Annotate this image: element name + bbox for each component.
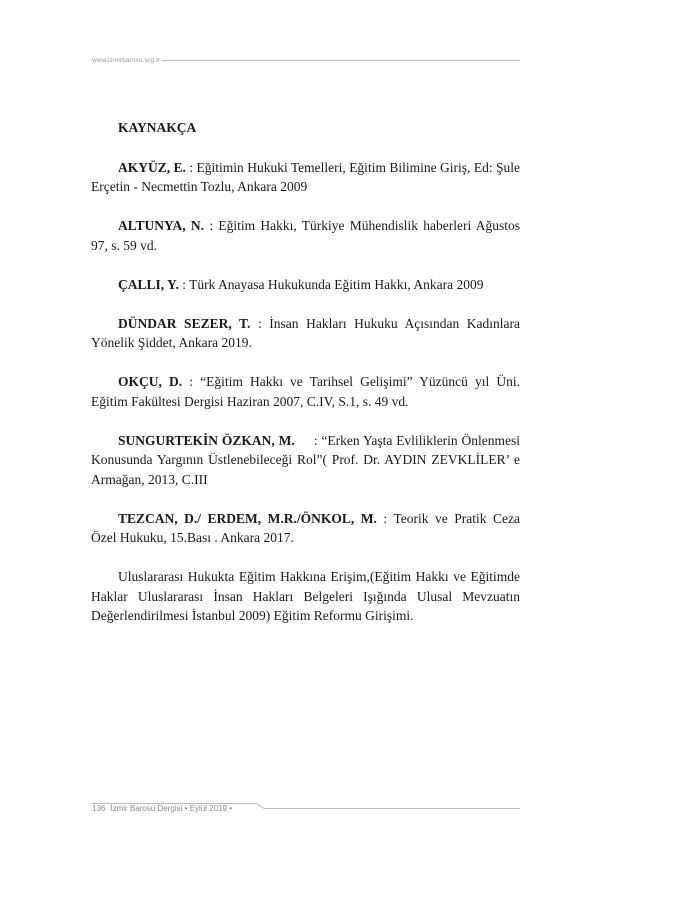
reference-author: OKÇU, D. (118, 374, 183, 389)
journal-info: İzmir Barosu Dergisi • Eylül 2019 • (110, 804, 233, 813)
reference-author: ALTUNYA, N. (118, 218, 205, 233)
reference-author: ÇALLI, Y. (118, 276, 179, 292)
reference-text: : Eğitimin Hukuki Temelleri, Eğitim Bilimine Giriş, Ed: Şule Erçetin - Necmettin Tozlu, Ankara 2009 (91, 159, 520, 194)
reference-author: AKYÜZ, E. (118, 159, 186, 175)
reference-entry (91, 158, 520, 197)
reference-author: TEZCAN, D./ ERDEM, M.R./ÖNKOL, M. (118, 510, 377, 526)
reference-entry (91, 509, 520, 548)
reference-entry (91, 431, 524, 490)
main-content (91, 118, 524, 645)
page-number: 136 (92, 804, 106, 813)
header-url: www.izmirbarosu.org.tr (92, 56, 161, 64)
reference-entry (91, 275, 520, 295)
footer-text (92, 803, 232, 815)
reference-text: : Eğitim Hakkı, Türkiye Mühendislik haberleri Ağustos 97, s. 59 vd. (91, 218, 520, 253)
reference-text: : “Erken Yaşta Evliliklerin Önlenmesi Konusunda Yargının Üstlenebileceği Rol”( Prof. Dr. AYDIN ZEVKLİLER’ e Armağan, 2013, C.III (91, 432, 524, 487)
reference-text: : Teorik ve Pratik Ceza Özel Hukuku, 15.Bası . Ankara 2017. (91, 510, 520, 545)
reference-text: : İnsan Hakları Hukuku Açısından Kadınlara Yönelik Şiddet, Ankara 2019. (91, 315, 521, 350)
reference-text: Uluslararası Hukukta Eğitim Hakkına Erişim,(Eğitim Hakkı ve Eğitimde Haklar Uluslararası İnsan Hakları Belgeleri Işığında Ulusal Mevzuatın Değerlendirilmesi İstanbul 2009) Eğitim Reformu Girişimi. (91, 569, 520, 623)
reference-entry (91, 567, 520, 626)
section-heading: KAYNAKÇA (118, 120, 197, 135)
reference-author: SUNGURTEKİN ÖZKAN, M. (118, 432, 295, 448)
header-rule (162, 60, 520, 61)
reference-entry (91, 216, 520, 255)
reference-text: : “Eğitim Hakkı ve Tarihsel Gelişimi” Yüzüncü yıl Üni. Eğitim Fakültesi Dergisi Haziran 2007, C.IV, S.1, s. 49 vd. (91, 374, 521, 409)
reference-author: DÜNDAR SEZER, T. (118, 315, 251, 331)
running-footer (92, 802, 520, 816)
reference-text: : Türk Anayasa Hukukunda Eğitim Hakkı, Ankara 2009 (178, 276, 484, 292)
reference-entry (91, 372, 520, 411)
running-header (92, 55, 520, 65)
reference-entry (91, 314, 520, 353)
